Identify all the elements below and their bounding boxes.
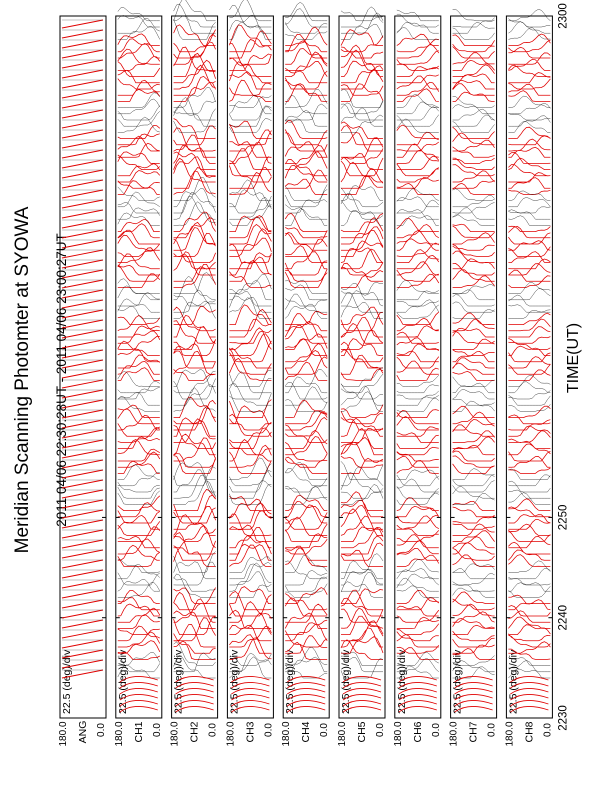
panel-label: CH5 xyxy=(356,721,368,743)
scale-label: 22.5 (deg)/div xyxy=(172,649,185,714)
panel-ch5 xyxy=(337,7,386,747)
y-tick-180: 180.0 xyxy=(337,721,348,747)
traces xyxy=(285,2,327,712)
y-tick-0: 0.0 xyxy=(542,723,554,737)
signal-trace xyxy=(397,34,439,659)
scale-label: 22.5 (deg)/div xyxy=(451,649,464,714)
panel-label: CH6 xyxy=(411,721,424,743)
panel-label: ANG xyxy=(77,720,89,744)
panel-ch3 xyxy=(225,0,274,747)
y-tick-0: 0.0 xyxy=(151,723,163,737)
y-tick-0: 0.0 xyxy=(375,723,386,737)
y-tick-180: 180.0 xyxy=(113,721,125,747)
panel-ch2 xyxy=(170,0,219,747)
y-tick-0: 0.0 xyxy=(430,723,442,737)
signal-trace-dark xyxy=(508,9,550,678)
panel-ch8 xyxy=(504,9,553,746)
traces xyxy=(229,0,271,712)
traces xyxy=(508,9,550,712)
scale-label: 22.5 (deg)/div xyxy=(228,649,241,714)
y-tick-180: 180.0 xyxy=(392,721,404,747)
panel-label: CH3 xyxy=(244,721,257,743)
traces xyxy=(174,0,216,712)
panel-label: CH2 xyxy=(188,721,201,743)
panel-frame xyxy=(227,16,273,718)
signal-trace xyxy=(341,30,383,660)
scale-label: 22.5 (deg)/div xyxy=(340,649,352,714)
panel-label: CH7 xyxy=(467,721,480,743)
y-tick-0: 0.0 xyxy=(96,723,107,737)
signal-trace-dark xyxy=(229,0,271,678)
y-tick-180: 180.0 xyxy=(281,721,293,747)
traces xyxy=(341,7,383,712)
panel-label: CH1 xyxy=(132,721,145,743)
scale-label: 22.5 (deg)/div xyxy=(116,649,129,714)
scale-label: 22.5 (deg)/div xyxy=(507,649,520,714)
panel-frame xyxy=(172,16,218,718)
panel-label: CH8 xyxy=(523,721,536,743)
panels xyxy=(58,0,553,747)
panel-frame xyxy=(339,16,385,718)
traces xyxy=(118,8,160,712)
traces xyxy=(397,10,439,712)
y-tick-180: 180.0 xyxy=(504,721,516,747)
panel-ch6 xyxy=(393,10,442,747)
panel-ch4 xyxy=(281,2,330,746)
signal-trace xyxy=(508,34,550,659)
y-tick-180: 180.0 xyxy=(58,721,69,747)
panel-frame xyxy=(283,16,329,718)
signal-trace-dark xyxy=(118,8,160,678)
y-tick-0: 0.0 xyxy=(486,723,498,737)
scale-label: 22.5 (deg)/div xyxy=(284,649,297,714)
traces xyxy=(453,9,495,712)
panel-ch7 xyxy=(449,9,498,746)
scale-label: 22.5 (deg)/div xyxy=(61,649,73,714)
panel-ch1 xyxy=(114,8,163,747)
x-tick-label-3: 2300 xyxy=(557,3,570,29)
panel-frame xyxy=(451,16,497,718)
y-tick-180: 180.0 xyxy=(169,721,181,747)
chart-title: Meridian Scanning Photomter at SYOWA xyxy=(12,206,33,554)
y-tick-180: 180.0 xyxy=(225,721,237,747)
signal-trace-dark xyxy=(341,7,383,678)
x-axis-label: TIME(UT) xyxy=(565,322,582,394)
signal-trace-dark xyxy=(453,9,495,678)
signal-trace-dark xyxy=(285,2,327,678)
signal-trace xyxy=(453,35,495,660)
x-tick-label-0: 2230 xyxy=(557,705,570,731)
y-tick-0: 0.0 xyxy=(319,723,331,737)
y-tick-0: 0.0 xyxy=(207,723,219,737)
x-tick-label-2: 2250 xyxy=(557,504,570,531)
scale-label: 22.5 (deg)/div xyxy=(395,649,408,714)
y-tick-0: 0.0 xyxy=(263,723,275,737)
x-tick-label-1: 2240 xyxy=(557,604,570,631)
y-tick-180: 180.0 xyxy=(448,721,460,747)
chart-subtitle: 2011 04/06 22:30:28UT - 2011 04/06 23:00:27UT xyxy=(54,233,69,527)
panel-label: CH4 xyxy=(300,721,313,743)
panel-frame xyxy=(506,16,552,718)
